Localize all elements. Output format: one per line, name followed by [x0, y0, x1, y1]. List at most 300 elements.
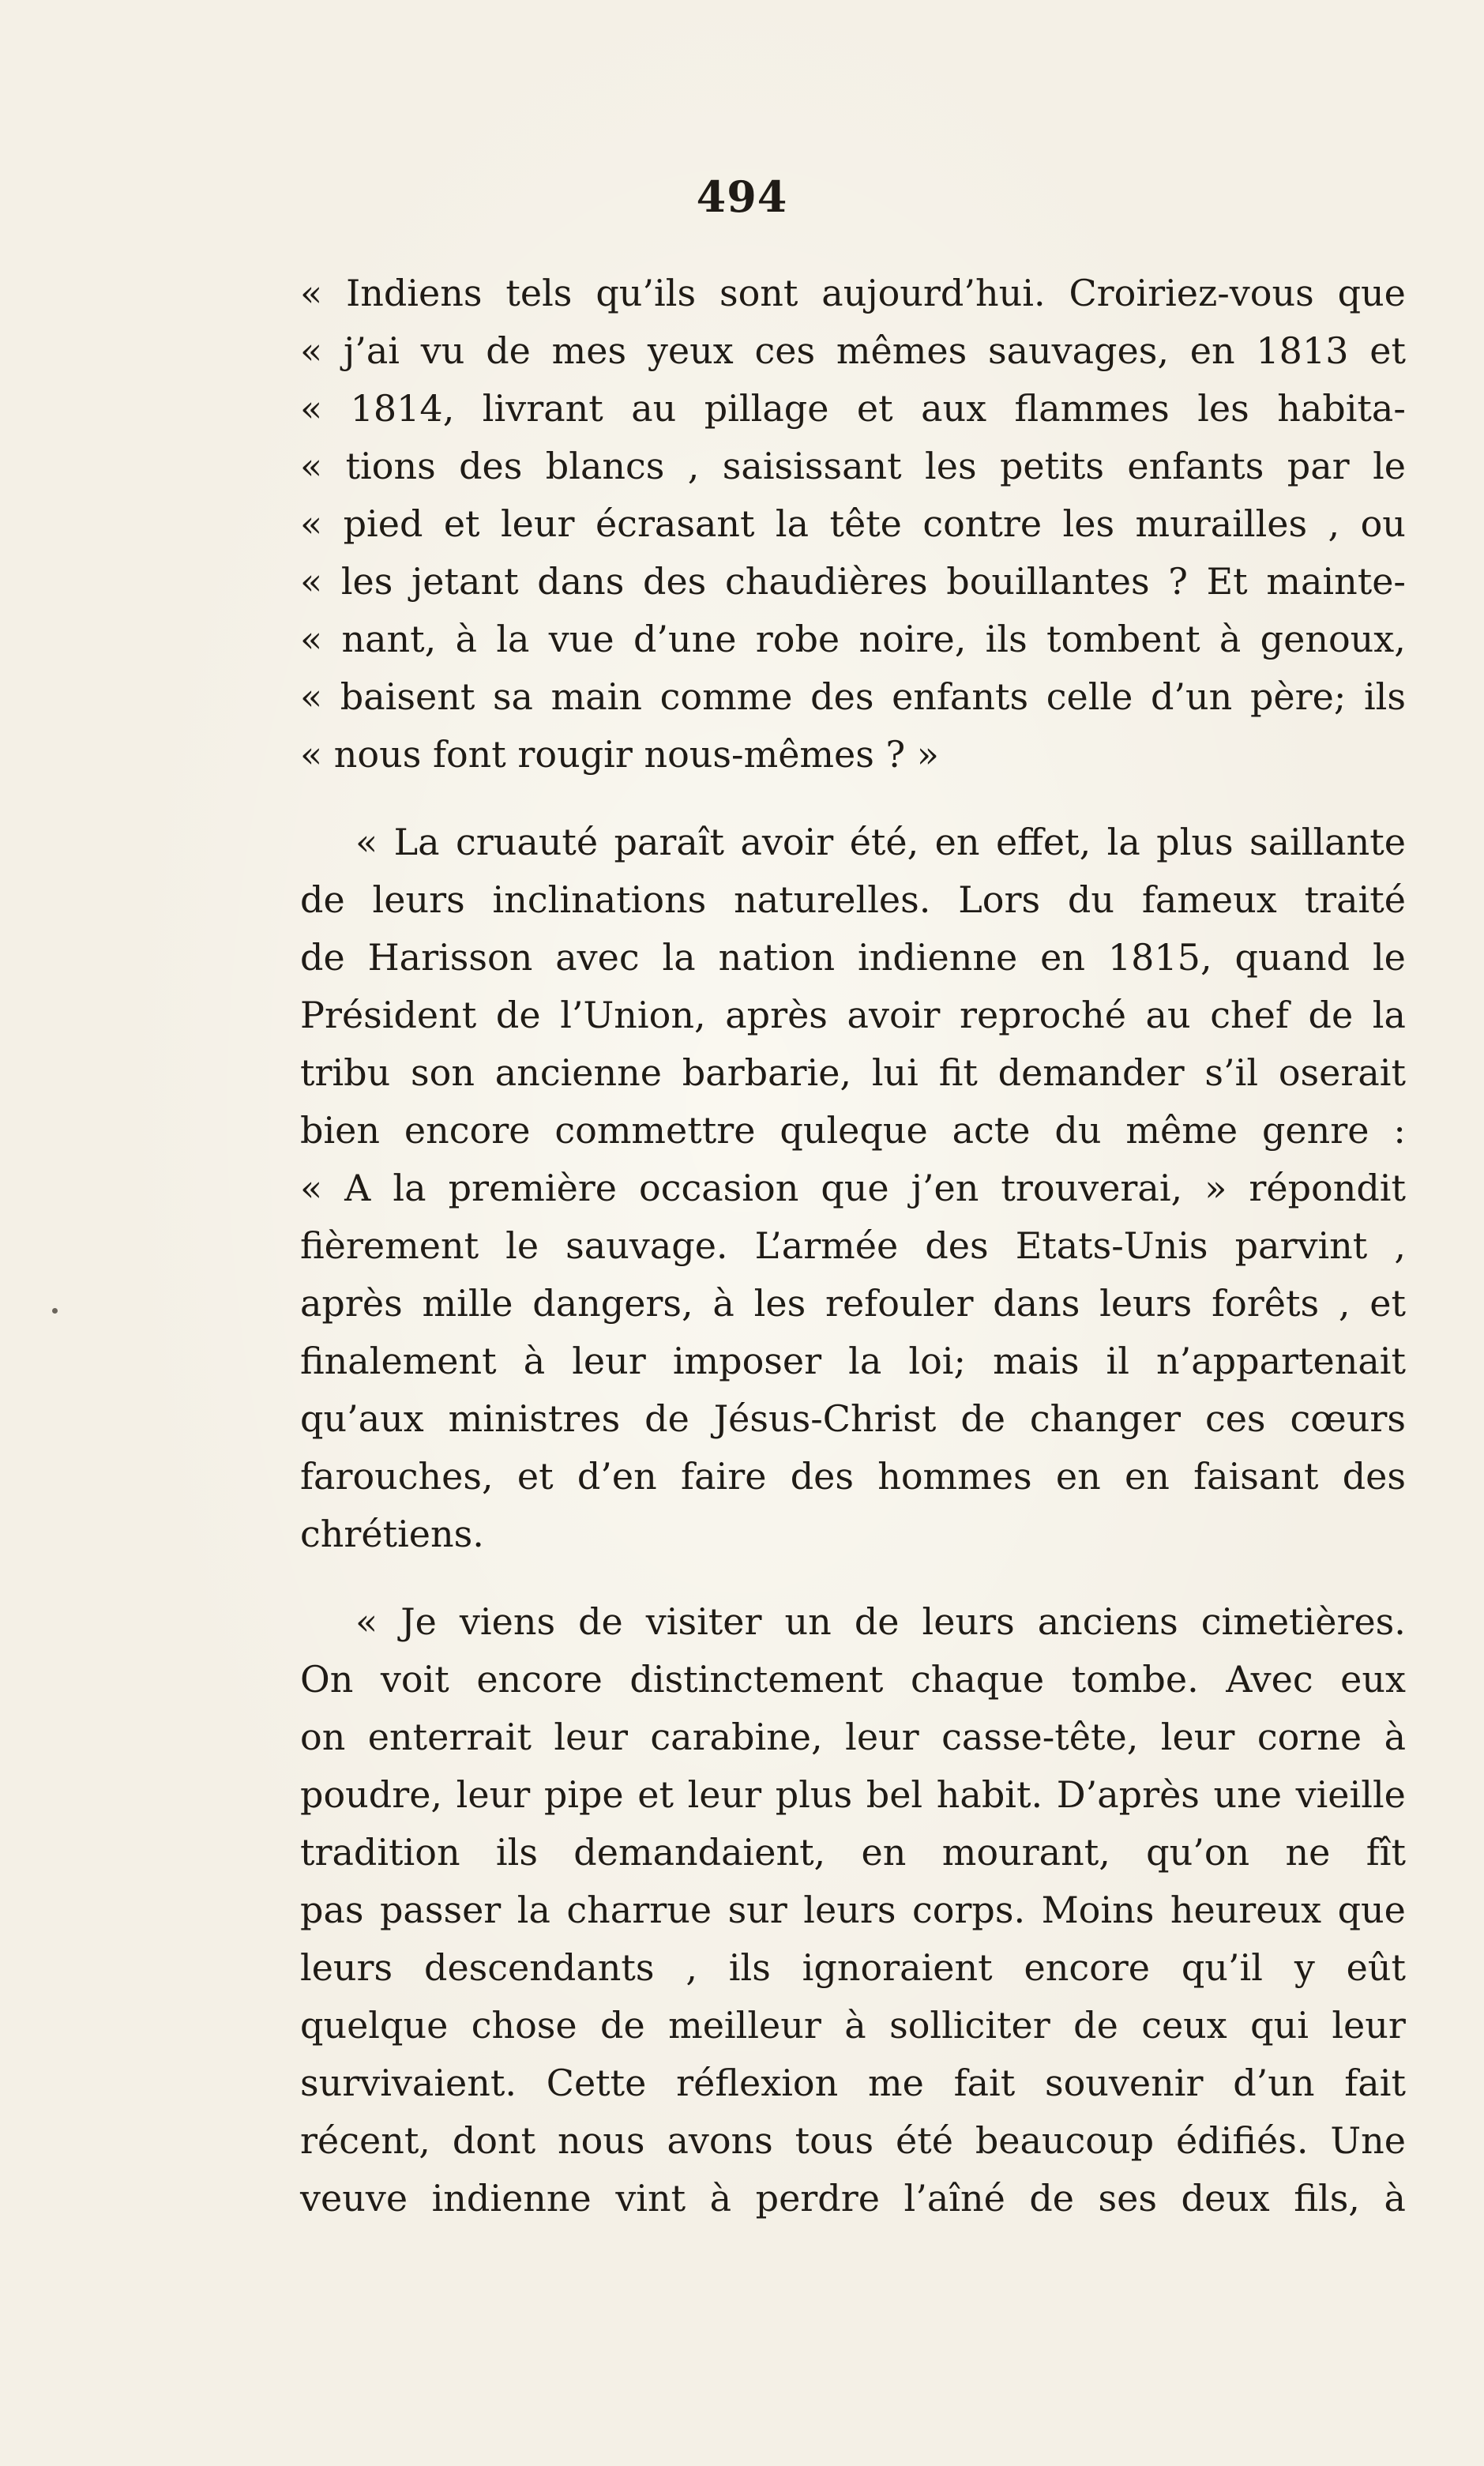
- word: Indiens: [346, 272, 483, 314]
- word: habita-: [1277, 387, 1406, 430]
- word: Une: [1330, 2119, 1406, 2162]
- word: de: [1073, 2004, 1118, 2047]
- word: «: [300, 675, 323, 718]
- word: et: [517, 1455, 554, 1498]
- word: heureux: [1170, 1889, 1322, 1931]
- word: 1814,: [350, 387, 455, 430]
- word: réflexion: [676, 2062, 839, 2104]
- word: ,: [1328, 502, 1340, 545]
- word: des: [459, 445, 523, 487]
- word: pas: [300, 1889, 364, 1931]
- word: comme: [659, 675, 793, 718]
- word: traité: [1304, 878, 1406, 921]
- text-line: [300, 553, 1406, 611]
- word: bien: [300, 1109, 381, 1152]
- word: dangers,: [532, 1282, 693, 1325]
- word: voit: [380, 1658, 449, 1701]
- word: demander: [997, 1051, 1185, 1094]
- word: à: [712, 1282, 734, 1325]
- word: acte: [952, 1109, 1031, 1152]
- text-line: [300, 495, 1406, 553]
- word: anciens: [1037, 1600, 1178, 1643]
- word: «: [300, 445, 323, 487]
- word: quelque: [300, 2004, 449, 2047]
- word: pillage: [704, 387, 829, 430]
- word: murailles: [1135, 502, 1308, 545]
- word: à: [1384, 2177, 1406, 2220]
- word: son: [411, 1051, 475, 1094]
- word: mainte-: [1266, 560, 1406, 603]
- word: de: [1308, 994, 1354, 1036]
- word: même: [1125, 1109, 1238, 1152]
- text-line: [300, 1333, 1406, 1390]
- text-line: [300, 1824, 1406, 1881]
- word: eût: [1346, 1946, 1406, 1989]
- word: la: [848, 1340, 882, 1382]
- word: changer: [1029, 1397, 1182, 1440]
- word: d’un: [1233, 2062, 1315, 2104]
- word: en: [1189, 329, 1235, 372]
- word: ,: [687, 445, 700, 487]
- word: en: [861, 1831, 907, 1874]
- word: avons: [667, 2119, 773, 2162]
- word: j’en: [911, 1167, 979, 1209]
- word: qu’aux: [300, 1397, 424, 1440]
- word: «: [300, 387, 323, 430]
- word: inclinations: [492, 878, 707, 921]
- word: ces: [1204, 1397, 1266, 1440]
- word: chaque: [910, 1658, 1045, 1701]
- word: encore: [404, 1109, 531, 1152]
- word: L’armée: [754, 1224, 899, 1267]
- word: nant,: [341, 618, 437, 660]
- word: flammes: [1014, 387, 1170, 430]
- word: n’appartenait: [1156, 1340, 1406, 1382]
- word: sauvages,: [987, 329, 1169, 372]
- word: corps.: [911, 1889, 1026, 1931]
- word: souvenir: [1044, 2062, 1204, 2104]
- word: 1815,: [1107, 936, 1212, 979]
- text-line: [300, 929, 1406, 987]
- word: »: [1204, 1167, 1227, 1209]
- text-line: [300, 611, 1406, 668]
- word: quleque: [780, 1109, 928, 1152]
- word: plus: [1156, 821, 1234, 863]
- word: mille: [422, 1282, 513, 1325]
- word: «: [300, 502, 323, 545]
- word: la: [393, 1167, 426, 1209]
- text-line: [300, 1709, 1406, 1766]
- paragraph-2: [300, 814, 1406, 1563]
- word: édifiés.: [1175, 2119, 1309, 2162]
- word: père;: [1249, 675, 1347, 718]
- word: leur: [845, 1716, 919, 1758]
- word: noire,: [858, 618, 967, 660]
- word: et: [637, 1773, 674, 1816]
- word: de: [300, 878, 345, 921]
- word: vieille: [1295, 1773, 1406, 1816]
- word: A: [344, 1167, 371, 1209]
- word: Avec: [1226, 1658, 1313, 1701]
- word: loi;: [908, 1340, 966, 1382]
- word: il: [1106, 1340, 1129, 1382]
- word: commettre: [554, 1109, 756, 1152]
- word: encore: [476, 1658, 603, 1701]
- word: farouches,: [300, 1455, 494, 1498]
- word: de: [578, 1600, 623, 1643]
- word: fièrement: [300, 1224, 479, 1267]
- word: encore: [1024, 1946, 1150, 1989]
- word: de: [1029, 2177, 1075, 2220]
- word: fameux: [1141, 878, 1277, 921]
- word: un: [784, 1600, 832, 1643]
- word: en: [1040, 936, 1085, 979]
- word: de: [300, 936, 345, 979]
- word: 1813: [1256, 329, 1349, 372]
- word: ils: [1363, 675, 1406, 718]
- text-line: [300, 1766, 1406, 1824]
- word: la: [775, 502, 810, 545]
- word: ceux: [1141, 2004, 1227, 2047]
- word: l’Union,: [560, 994, 706, 1036]
- word: eux: [1340, 1658, 1406, 1701]
- word: survivaient.: [300, 2062, 517, 2104]
- paragraph-1: [300, 265, 1406, 784]
- word: hommes: [877, 1455, 1032, 1498]
- word: qu’ils: [595, 272, 697, 314]
- word: sont: [719, 272, 798, 314]
- word: d’une: [633, 618, 737, 660]
- word: leurs: [803, 1889, 896, 1931]
- word: avoir: [740, 821, 834, 863]
- word: baisent: [340, 675, 475, 718]
- text-line: [300, 438, 1406, 495]
- text-line: chrétiens.: [300, 1513, 484, 1555]
- word: Cette: [546, 2062, 647, 2104]
- word: leurs: [1099, 1282, 1193, 1325]
- text-line: [300, 1217, 1406, 1275]
- word: refouler: [825, 1282, 974, 1325]
- word: répondit: [1249, 1167, 1406, 1209]
- word: les: [1062, 502, 1115, 545]
- text-line: [300, 1651, 1406, 1709]
- word: veuve: [300, 2177, 408, 2220]
- word: jetant: [411, 560, 519, 603]
- word: ils: [495, 1831, 538, 1874]
- word: Jésus-Christ: [713, 1397, 937, 1440]
- word: cœurs: [1290, 1397, 1406, 1440]
- word: d’en: [577, 1455, 657, 1498]
- word: tombe.: [1071, 1658, 1199, 1701]
- word: ces: [754, 329, 816, 372]
- word: première: [448, 1167, 618, 1209]
- word: beaucoup: [975, 2119, 1155, 2162]
- text-line: [300, 987, 1406, 1044]
- word: ancienne: [494, 1051, 662, 1094]
- word: Etats-Unis: [1015, 1224, 1208, 1267]
- word: tous: [795, 2119, 874, 2162]
- word: ministres: [448, 1397, 621, 1440]
- word: reproché: [959, 994, 1126, 1036]
- word: le: [1372, 936, 1406, 979]
- word: fait: [1344, 2062, 1406, 2104]
- paragraph-3: [300, 1593, 1406, 2227]
- word: chose: [471, 2004, 577, 2047]
- word: enfants: [1127, 445, 1264, 487]
- word: la: [1372, 994, 1406, 1036]
- word: vint: [615, 2177, 686, 2220]
- word: la: [517, 1889, 550, 1931]
- word: leur: [1160, 1716, 1235, 1758]
- word: casse-tête,: [941, 1716, 1139, 1758]
- word: genre: [1261, 1109, 1369, 1152]
- word: saillante: [1249, 821, 1406, 863]
- word: corne: [1257, 1716, 1362, 1758]
- word: dans: [537, 560, 625, 603]
- word: leur: [554, 1716, 628, 1758]
- text-line: [300, 1593, 1406, 1651]
- text-line: [300, 1044, 1406, 1102]
- word: du: [1054, 1109, 1102, 1152]
- word: indienne: [858, 936, 1018, 979]
- text-line: [300, 322, 1406, 380]
- word: faisant: [1193, 1455, 1319, 1498]
- word: j’ai: [343, 329, 400, 372]
- word: viens: [459, 1600, 556, 1643]
- word: leur: [572, 1340, 646, 1382]
- word: on: [300, 1716, 346, 1758]
- word: d’un: [1150, 675, 1233, 718]
- word: vue: [548, 618, 614, 660]
- word: passer: [379, 1889, 502, 1931]
- word: «: [300, 1167, 323, 1209]
- text-line: [300, 1275, 1406, 1333]
- word: tradition: [300, 1831, 460, 1874]
- word: trouverai,: [1001, 1167, 1183, 1209]
- word: avoir: [847, 994, 941, 1036]
- word: robe: [755, 618, 840, 660]
- word: On: [300, 1658, 354, 1701]
- text-line: [300, 1448, 1406, 1506]
- word: leur: [687, 1773, 762, 1816]
- word: blancs: [545, 445, 665, 487]
- word: et: [1369, 329, 1406, 372]
- word: me: [867, 2062, 924, 2104]
- word: une: [1213, 1773, 1282, 1816]
- word: «: [355, 821, 378, 863]
- word: Et: [1206, 560, 1248, 603]
- word: bouillantes: [946, 560, 1150, 603]
- word: récent,: [300, 2119, 430, 2162]
- word: leurs: [922, 1600, 1015, 1643]
- word: tombent: [1046, 618, 1200, 660]
- text-line: [300, 2170, 1406, 2227]
- page-number: 494: [696, 171, 788, 222]
- word: Je: [400, 1600, 437, 1643]
- word: après: [300, 1282, 403, 1325]
- word: quand: [1234, 936, 1351, 979]
- word: des: [790, 1455, 854, 1498]
- word: la: [1106, 821, 1140, 863]
- word: habit.: [936, 1773, 1043, 1816]
- word: que: [821, 1167, 889, 1209]
- word: ,: [1394, 1224, 1406, 1267]
- word: après: [725, 994, 828, 1036]
- word: tels: [505, 272, 573, 314]
- word: les: [340, 560, 393, 603]
- word: à: [523, 1340, 546, 1382]
- word: descendants: [424, 1946, 655, 1989]
- word: visiter: [645, 1600, 762, 1643]
- word: l’aîné: [904, 2177, 1005, 2220]
- word: des: [643, 560, 707, 603]
- ink-speck: [52, 1308, 58, 1314]
- word: à: [709, 2177, 732, 2220]
- word: été,: [849, 821, 919, 863]
- text-line: [300, 668, 1406, 726]
- word: fils,: [1294, 2177, 1360, 2220]
- word: enfants: [892, 675, 1029, 718]
- word: naturelles.: [734, 878, 931, 921]
- word: le: [1373, 445, 1406, 487]
- word: bel: [866, 1773, 923, 1816]
- word: saisissant: [722, 445, 902, 487]
- word: chaudières: [724, 560, 928, 603]
- word: les: [925, 445, 977, 487]
- word: des: [1342, 1455, 1406, 1498]
- word: sur: [727, 1889, 787, 1931]
- text-line: [300, 1102, 1406, 1160]
- word: de: [854, 1600, 900, 1643]
- text-line: [300, 1390, 1406, 1448]
- word: à: [455, 618, 478, 660]
- word: ou: [1360, 502, 1406, 545]
- word: de: [644, 1397, 689, 1440]
- word: mourant,: [941, 1831, 1110, 1874]
- word: du: [1067, 878, 1114, 921]
- word: chef: [1210, 994, 1289, 1036]
- text-line: [300, 2112, 1406, 2170]
- word: meilleur: [668, 2004, 821, 2047]
- word: à: [1219, 618, 1242, 660]
- word: au: [1145, 994, 1191, 1036]
- word: D’après: [1056, 1773, 1200, 1816]
- word: parvint: [1234, 1224, 1368, 1267]
- word: de: [486, 329, 531, 372]
- word: de: [495, 994, 541, 1036]
- word: ils: [728, 1946, 771, 1989]
- word: leur: [456, 1773, 531, 1816]
- word: tribu: [300, 1051, 391, 1094]
- word: été: [895, 2119, 953, 2162]
- word: :: [1393, 1109, 1406, 1152]
- word: sauvage.: [565, 1224, 728, 1267]
- text-line: [300, 1881, 1406, 1939]
- word: ,: [1338, 1282, 1351, 1325]
- word: poudre,: [300, 1773, 443, 1816]
- word: que: [1337, 1889, 1406, 1931]
- text-line: [300, 2054, 1406, 2112]
- word: en: [1125, 1455, 1170, 1498]
- word: oserait: [1278, 1051, 1406, 1094]
- word: La: [393, 821, 440, 863]
- word: Lors: [958, 878, 1041, 921]
- word: la: [662, 936, 696, 979]
- word: dont: [452, 2119, 536, 2162]
- word: Harisson: [367, 936, 533, 979]
- word: sa: [492, 675, 533, 718]
- word: tête: [829, 502, 902, 545]
- body-text: [300, 265, 1406, 2227]
- word: qu’il: [1181, 1946, 1263, 1989]
- word: celle: [1046, 675, 1133, 718]
- word: «: [300, 560, 323, 603]
- word: Président: [300, 994, 477, 1036]
- word: fit: [938, 1051, 978, 1094]
- word: «: [300, 272, 323, 314]
- word: les: [1197, 387, 1249, 430]
- word: et: [856, 387, 893, 430]
- word: leur: [1332, 2004, 1406, 2047]
- word: tions: [345, 445, 436, 487]
- word: des: [810, 675, 874, 718]
- word: demandaient,: [573, 1831, 826, 1874]
- word: Moins: [1041, 1889, 1155, 1931]
- word: leurs: [372, 878, 465, 921]
- word: effet,: [995, 821, 1091, 863]
- text-line: [300, 1160, 1406, 1217]
- text-line: [300, 1997, 1406, 2054]
- word: ne: [1285, 1831, 1331, 1874]
- word: deux: [1181, 2177, 1270, 2220]
- word: vu: [420, 329, 465, 372]
- word: main: [550, 675, 642, 718]
- word: à: [1384, 1716, 1406, 1758]
- word: «: [300, 329, 323, 372]
- text-line: [300, 814, 1406, 871]
- word: les: [753, 1282, 806, 1325]
- word: barbarie,: [682, 1051, 852, 1094]
- word: indienne: [431, 2177, 592, 2220]
- word: mes: [551, 329, 627, 372]
- word: aux: [921, 387, 987, 430]
- word: ?: [1168, 560, 1188, 603]
- word: faire: [681, 1455, 767, 1498]
- word: aujourd’hui.: [821, 272, 1046, 314]
- word: forêts: [1212, 1282, 1320, 1325]
- word: finalement: [300, 1340, 497, 1382]
- word: «: [300, 618, 323, 660]
- word: distinctement: [629, 1658, 884, 1701]
- word: imposer: [672, 1340, 822, 1382]
- word: dans: [993, 1282, 1080, 1325]
- word: qui: [1250, 2004, 1309, 2047]
- word: avec: [555, 936, 640, 979]
- word: écrasant: [595, 502, 755, 545]
- word: et: [1369, 1282, 1406, 1325]
- word: mêmes: [836, 329, 967, 372]
- word: la: [496, 618, 530, 660]
- word: carabine,: [650, 1716, 823, 1758]
- text-line: [300, 871, 1406, 929]
- word: contre: [922, 502, 1043, 545]
- word: plus: [775, 1773, 853, 1816]
- word: ,: [686, 1946, 697, 1989]
- word: en: [934, 821, 980, 863]
- word: ils: [985, 618, 1028, 660]
- word: leur: [500, 502, 575, 545]
- word: ses: [1098, 2177, 1157, 2220]
